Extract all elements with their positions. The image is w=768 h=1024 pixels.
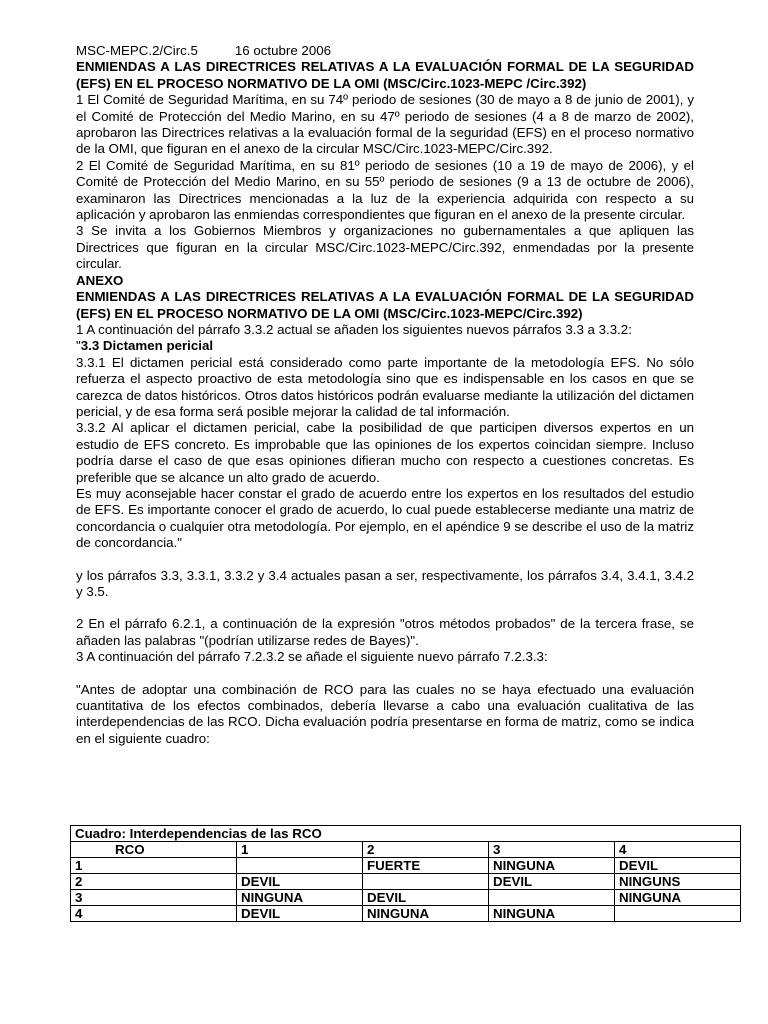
- paragraph-3: 3 Se invita a los Gobiernos Miembros y organizaciones no gubernamentales a que apliquen las Directrices que figuran en la circular MSC/Circ.1023-MEPC/Circ.392, enmendadas por la presente circular.: [76, 223, 694, 272]
- spacer: [76, 600, 694, 616]
- table-header-cell: 2: [363, 842, 489, 858]
- paragraph-7-2-3-3: "Antes de adoptar una combinación de RCO para las cuales no se haya efectuado una evaluación cuantitativa de los efectos combinados, debería llevarse a cabo una evaluación cualitativa de las interdependencias de las RCO. Dicha evaluación podría presentarse en forma de matriz, como se indica en el siguiente cuadro:: [76, 681, 694, 746]
- paragraph-acuerdo: Es muy aconsejable hacer constar el grado de acuerdo entre los expertos en los resultados del estudio de EFS. Es importante conocer el grado de acuerdo, lo cual puede establecerse mediante una matriz de concordancia o cualquier otra metodología. Por ejemplo, en el apéndice 9 se describe el uso de la matriz de concordancia.": [76, 485, 694, 551]
- table-header-cell: 4: [615, 842, 741, 858]
- document-date: 16 octubre 2006: [234, 43, 332, 58]
- table-cell: [489, 890, 615, 906]
- amendment-3: 3 A continuación del párrafo 7.2.3.2 se añade el siguiente nuevo párrafo 7.2.3.3:: [76, 649, 548, 665]
- document-reference: MSC-MEPC.2/Circ.5: [76, 43, 198, 58]
- table-cell: FUERTE: [363, 858, 489, 874]
- annex-title: ENMIENDAS A LAS DIRECTRICES RELATIVAS A LA EVALUACIÓN FORMAL DE LA SEGURIDAD (EFS) EN EL PROCESO NORMATIVO DE LA OMI (MSC/Circ.1023-MEPC/Circ.392): [76, 289, 694, 321]
- table-cell: [237, 858, 363, 874]
- table-cell: [615, 906, 741, 922]
- table-cell: NINGUNA: [363, 906, 489, 922]
- paragraph-1: 1 El Comité de Seguridad Marítima, en su 74º periodo de sesiones (30 de mayo a 8 de junio de 2001), y el Comité de Protección del Medio Marino, en su 47º periodo de sesiones (4 a 8 de marzo de 2002), aprobaron las Directrices relativas a la evaluación formal de la seguridad (EFS) en el proceso normativo de la OMI, que figuran en el anexo de la circular MSC/Circ.1023-MEPC/Circ.392.: [76, 92, 694, 157]
- spacer: [76, 552, 694, 568]
- table-caption-row: [71, 826, 741, 842]
- table-row: [71, 906, 741, 922]
- document-title: ENMIENDAS A LAS DIRECTRICES RELATIVAS A LA EVALUACIÓN FORMAL DE LA SEGURIDAD (EFS) EN EL PROCESO NORMATIVO DE LA OMI (MSC/Circ.1023-MEPC /Circ.392): [76, 59, 694, 91]
- table-header-cell: 1: [237, 842, 363, 858]
- amendment-1: 1 A continuación del párrafo 3.3.2 actual se añaden los siguientes nuevos párrafos 3.3 a 3.3.2:: [76, 321, 632, 337]
- table-cell: DEVIL: [237, 906, 363, 922]
- table-caption: Cuadro: Interdependencias de las RCO: [71, 826, 741, 842]
- table-cell: NINGUNA: [489, 858, 615, 874]
- table-cell: NINGUNA: [615, 890, 741, 906]
- table-cell: [363, 874, 489, 890]
- table-header-cell: RCO: [71, 842, 237, 858]
- table-cell: DEVIL: [237, 874, 363, 890]
- document-body: [76, 43, 694, 747]
- table-header-row: [71, 842, 741, 858]
- rco-interdependency-table: [70, 825, 741, 922]
- table-cell: 1: [71, 858, 237, 874]
- table-cell: DEVIL: [615, 858, 741, 874]
- table-cell: DEVIL: [363, 890, 489, 906]
- table-cell: DEVIL: [489, 874, 615, 890]
- amendment-2: 2 En el párrafo 6.2.1, a continuación de la expresión "otros métodos probados" de la tercera frase, se añaden las palabras "(podrían utilizarse redes de Bayes)".: [76, 616, 694, 648]
- table-header-cell: 3: [489, 842, 615, 858]
- table-row: [71, 890, 741, 906]
- dictamen-heading: [76, 338, 694, 354]
- paragraph-3-3-2: 3.3.2 Al aplicar el dictamen pericial, cabe la posibilidad de que participen diversos expertos en un estudio de EFS concreto. Es improbable que las opiniones de los expertos coincidan siempre. Incluso podría darse el caso de que esas opiniones difieran mucho con respecto a cuestiones concretas. Es preferible que se alcance un alto grado de acuerdo.: [76, 420, 694, 485]
- table-cell: 4: [71, 906, 237, 922]
- dictamen-heading-text: 3.3 Dictamen pericial: [80, 338, 214, 354]
- paragraph-3-3-1: 3.3.1 El dictamen pericial está considerado como parte importante de la metodología EFS. No sólo refuerza el aspecto proactivo de esta metodología sino que es indispensable en los casos en que se carezca de datos históricos. Otros datos históricos podrán evaluarse mediante la utilización del dictamen pericial, y de esa forma será posible mejorar la calidad de tal información.: [76, 354, 694, 419]
- table-cell: 2: [71, 874, 237, 890]
- table-cell: 3: [71, 890, 237, 906]
- table-cell: NINGUNA: [237, 890, 363, 906]
- paragraph-renumbering: y los párrafos 3.3, 3.3.1, 3.3.2 y 3.4 actuales pasan a ser, respectivamente, los párrafos 3.4, 3.4.1, 3.4.2 y 3.5.: [76, 567, 694, 599]
- document-header: [76, 43, 694, 59]
- table-cell: NINGUNA: [489, 906, 615, 922]
- opening-quote: ": [76, 338, 81, 354]
- table-row: [71, 874, 741, 890]
- paragraph-2: 2 El Comité de Seguridad Marítima, en su 81º periodo de sesiones (10 a 19 de mayo de 2006), y el Comité de Protección del Medio Marino, en su 55º periodo de sesiones (9 a 13 de octubre de 2006), examinaron las Directrices mencionadas a la luz de la experiencia adquirida con respecto a su aplicación y aprobaron las enmiendas correspondientes que figuran en el anexo de la presente circular.: [76, 157, 694, 223]
- table-row: [71, 858, 741, 874]
- annex-label: ANEXO: [76, 272, 124, 288]
- table-cell: NINGUNS: [615, 874, 741, 890]
- spacer: [76, 666, 694, 682]
